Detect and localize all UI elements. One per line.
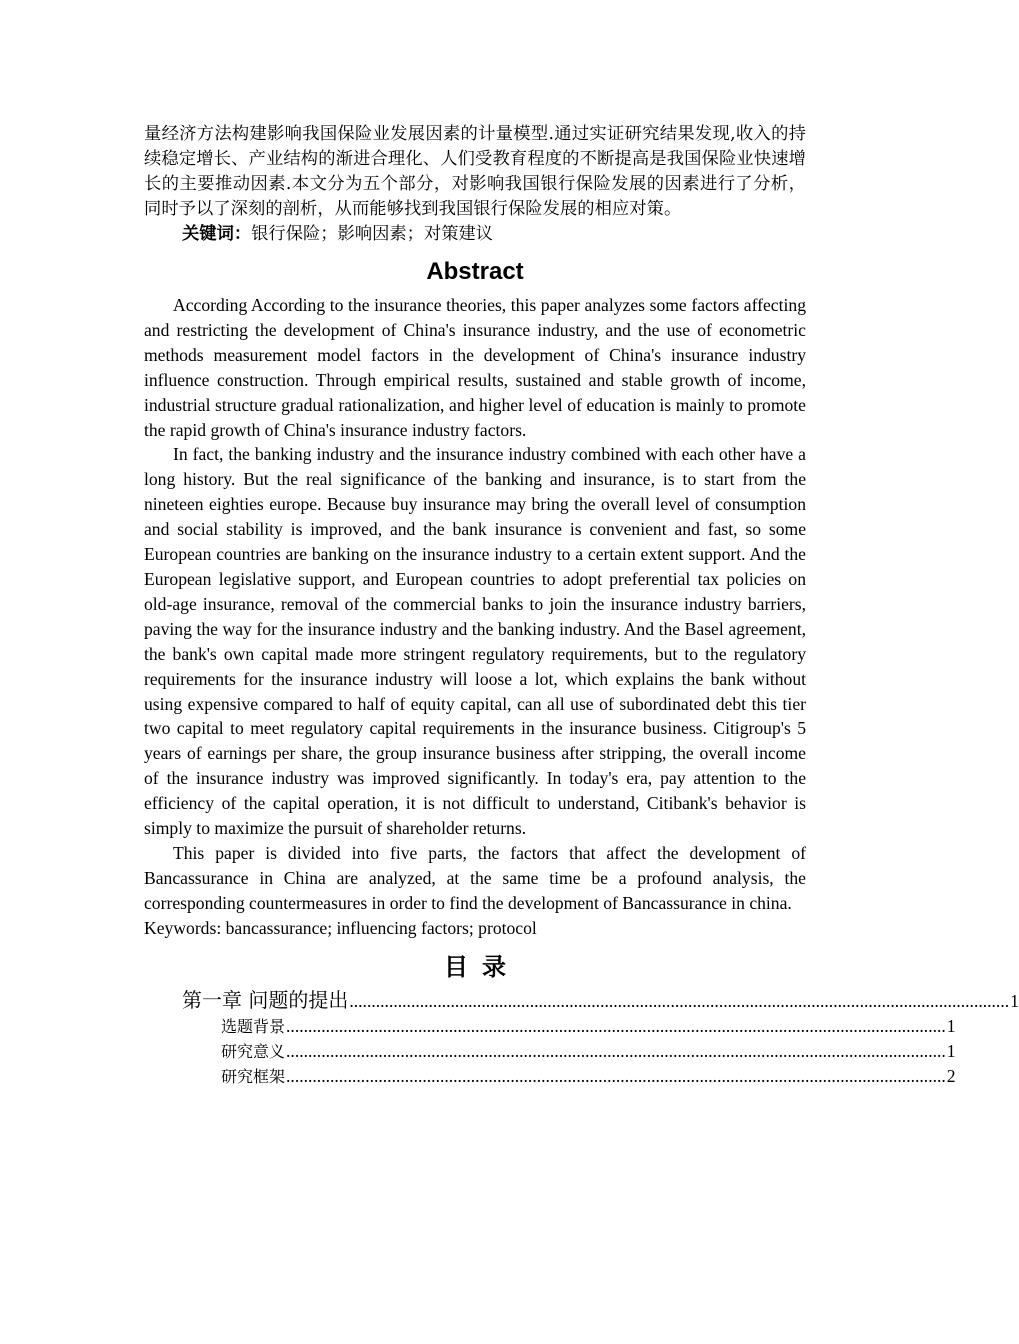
toc-leader-dots: ...................................................................................................................................................... xyxy=(349,990,1010,1011)
toc-entry-framework[interactable] xyxy=(144,1064,956,1089)
toc-entry-label: 选题背景 xyxy=(221,1016,286,1036)
chinese-keywords-label: 关键词： xyxy=(182,224,252,244)
abstract-heading: Abstract xyxy=(426,258,524,285)
abstract-paragraph-3: This paper is divided into five parts, the factors that affect the development of Bancassurance in China are analyzed, at the same time be a profound analysis, the corresponding countermeasures in order to find the development of Bancassurance in china. xyxy=(144,842,806,913)
toc-entry-significance[interactable] xyxy=(144,1039,956,1064)
abstract-paragraph-1: According According to the insurance theories, this paper analyzes some factors affecting and restricting the development of China's insurance industry, and the use of econometric methods measurement model factors in the development of China's insurance industry influence construction. Through empirical results, sustained and stable growth of income, industrial structure gradual rationalization, and higher level of education is mainly to promote the rapid growth of China's insurance industry factors. xyxy=(144,295,806,440)
toc-leader-dots: ...................................................................................................................................................... xyxy=(286,1015,946,1036)
toc-entry-page: 1 xyxy=(1010,990,1019,1011)
toc-entry-label: 研究框架 xyxy=(221,1066,286,1086)
abstract-paragraph-2: In fact, the banking industry and the insurance industry combined with each other have a long history. But the real significance of the banking and insurance, is to start from the nineteen eighties europe. Because buy insurance may bring the overall level of consumption and social stability is improved, and the bank insurance is convenient and fast, so some European countries are banking on the insurance industry to a certain extent support. And the European legislative support, and European countries to adopt preferential tax policies on old-age insurance, removal of the commercial banks to join the insurance industry barriers, paving the way for the insurance industry and the banking industry. And the Basel agreement, the bank's own capital made more stringent regulatory requirements, but to the regulatory requirements for the insurance industry will loose a lot, which explains the bank without using expensive compared to half of equity capital, can all use of subordinated debt this tier two capital to meet regulatory capital requirements in the insurance business. Citigroup's 5 years of earnings per share, the group insurance business after stripping, the overall income of the insurance industry was improved significantly. In today's era, pay attention to the efficiency of the capital operation, it is not difficult to understand, Citibank's behavior is simply to maximize the pursuit of shareholder returns. xyxy=(144,444,806,839)
toc-entry-background[interactable] xyxy=(144,1014,956,1039)
chinese-abstract-paragraph: 量经济方法构建影响我国保险业发展因素的计量模型.通过实证研究结果发现,收入的持续稳定增长、产业结构的渐进合理化、人们受教育程度的不断提高是我国保险业快速增长的主要推动因素.本文分为五个部分，对影响我国银行保险发展的因素进行了分析，同时予以了深刻的剖析，从而能够找到我国银行保险发展的相应对策。 xyxy=(144,124,806,219)
toc-leader-dots: ...................................................................................................................................................... xyxy=(286,1065,946,1086)
toc-heading: 目录 xyxy=(444,952,520,981)
toc-entry-page: 1 xyxy=(946,1040,956,1061)
page-content xyxy=(144,122,1019,1089)
toc-entry-page: 2 xyxy=(946,1065,956,1086)
toc-entry-page: 1 xyxy=(946,1015,956,1036)
chinese-keywords xyxy=(144,222,806,247)
toc-entry-label: 研究意义 xyxy=(221,1041,286,1061)
toc-entry-chapter-1[interactable] xyxy=(144,987,1019,1014)
english-keywords: Keywords: bancassurance; influencing factors; protocol xyxy=(144,917,537,938)
chinese-keywords-text: 银行保险；影响因素；对策建议 xyxy=(251,224,494,244)
toc-leader-dots: ...................................................................................................................................................... xyxy=(286,1040,946,1061)
toc-entry-label: 第一章 问题的提出 xyxy=(182,987,349,1012)
